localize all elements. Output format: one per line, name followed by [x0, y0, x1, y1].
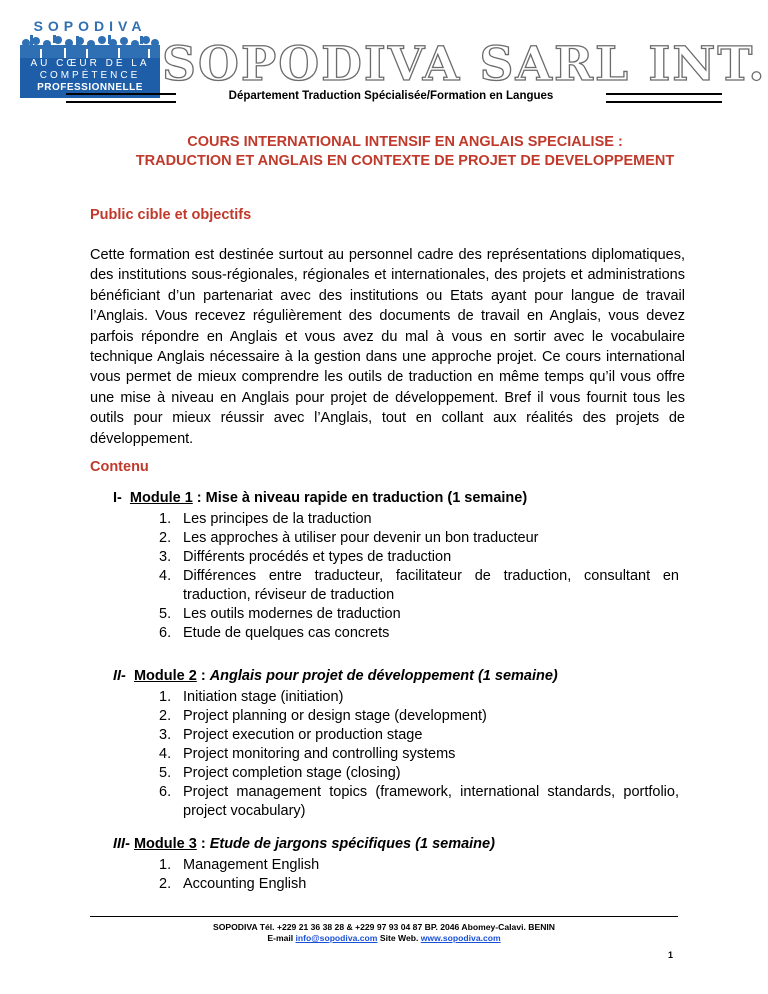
list-item: 5. Les outils modernes de traduction: [159, 606, 401, 622]
list-item: 1. Initiation stage (initiation): [159, 689, 344, 705]
department-subtitle: Département Traduction Spécialisée/Formation en Langues: [228, 90, 554, 102]
list-item: 2. Project planning or design stage (development): [159, 708, 487, 724]
module-3-roman: III-: [113, 836, 130, 852]
course-title-line1: COURS INTERNATIONAL INTENSIF EN ANGLAIS SPECIALISE :: [187, 134, 623, 150]
module-2-name: Module 2: [133, 668, 197, 684]
footer-links: [90, 933, 678, 944]
module-1-heading: [113, 490, 713, 506]
module-1-roman: I-: [113, 490, 122, 506]
company-logo: [20, 18, 160, 98]
module-1-list: [159, 510, 679, 643]
list-item: 4. Project monitoring and controlling systems: [159, 746, 456, 762]
footer: [90, 922, 678, 944]
footer-email-label: E-mail: [267, 933, 296, 943]
module-2-title: Anglais pour projet de développement (1 semaine): [209, 668, 558, 684]
footer-contact: SOPODIVA Tél. +229 21 36 38 28 & +229 97 93 04 87 BP. 2046 Abomey-Calavi. BENIN: [212, 922, 556, 932]
list-item: 6. Etude de quelques cas concrets: [159, 625, 390, 641]
section-heading-public: Public cible et objectifs: [90, 207, 252, 223]
public-paragraph: Cette formation est destinée surtout au personnel cadre des représentations diplomatiques, des institutions sous-régionales, régionales et internationales, des projets et administrations bénéficiant d’un partenariat avec des institutions ou Etats ayant pour langue de travail l’Anglais. Vous recevez régulièrement des documents de travail en Anglais, vous devez parfois répondre en Anglais et vous avez du mal à vous en sortir avec le vocabulaire technique Anglais nécessaire à la gestion dans une approche projet. Ce cours international vous permet de mieux comprendre les outils de traduction en même temps qu’il vous offre une mise à niveau en Anglais pour projet de développement. Bref il vous fournit tous les outils pour mieux réussir avec l’Anglais, tout en collant aux réalités des projets de développement.: [90, 247, 685, 447]
crowd-icon: [20, 35, 160, 60]
logo-wordmark: SOPODIVA: [33, 18, 147, 34]
course-title-line2: TRADUCTION ET ANGLAIS EN CONTEXTE DE PROJET DE DEVELOPPEMENT: [135, 153, 675, 169]
header-rule-right: [606, 93, 722, 103]
list-item: 3. Project execution or production stage: [159, 727, 423, 743]
module-1-title: Mise à niveau rapide en traduction (1 semaine): [205, 490, 528, 506]
section-heading-contenu: Contenu: [90, 459, 149, 475]
list-item: 3. Différents procédés et types de traduction: [159, 549, 452, 565]
page-number: 1: [668, 950, 674, 960]
list-item: 4. Différences entre traducteur, facilitateur de traduction, consultant en traduction, réviseur de traduction: [159, 568, 679, 603]
list-item: 2. Les approches à utiliser pour devenir un bon traducteur: [159, 530, 539, 546]
module-2-heading: [113, 668, 713, 684]
logo-tagline-3: PROFESSIONNELLE: [37, 82, 143, 93]
list-item: 5. Project completion stage (closing): [159, 765, 401, 781]
module-3-title: Etude de jargons spécifiques (1 semaine): [209, 836, 495, 852]
module-2-roman: II-: [113, 668, 126, 684]
list-item: 6. Project management topics (framework, international standards, portfolio, project vocabulary): [159, 784, 679, 819]
module-2-list: [159, 688, 679, 821]
module-3-heading: [113, 836, 713, 852]
logo-tagline-2: COMPÉTENCE: [39, 70, 141, 81]
website-link[interactable]: www.sopodiva.com: [420, 933, 501, 943]
brand-name: SOPODIVA SARL INT.: [162, 37, 767, 92]
module-2-sep: :: [196, 668, 210, 684]
header-rule-left: [66, 93, 176, 103]
footer-web-label: Site Web.: [377, 933, 421, 943]
list-item: 2. Accounting English: [159, 876, 307, 892]
list-item: 1. Les principes de la traduction: [159, 511, 372, 527]
module-3-name: Module 3: [133, 836, 197, 852]
email-link[interactable]: info@sopodiva.com: [295, 933, 378, 943]
course-title: [60, 133, 750, 171]
logo-tagline-1: AU CŒUR DE LA: [30, 58, 150, 69]
footer-rule: [90, 916, 678, 917]
module-1-name: Module 1: [129, 490, 193, 506]
module-3-sep: :: [196, 836, 210, 852]
logo-tagline-box: [20, 58, 160, 98]
list-item: 1. Management English: [159, 857, 320, 873]
module-1-sep: :: [192, 490, 206, 506]
module-3-list: [159, 856, 679, 894]
